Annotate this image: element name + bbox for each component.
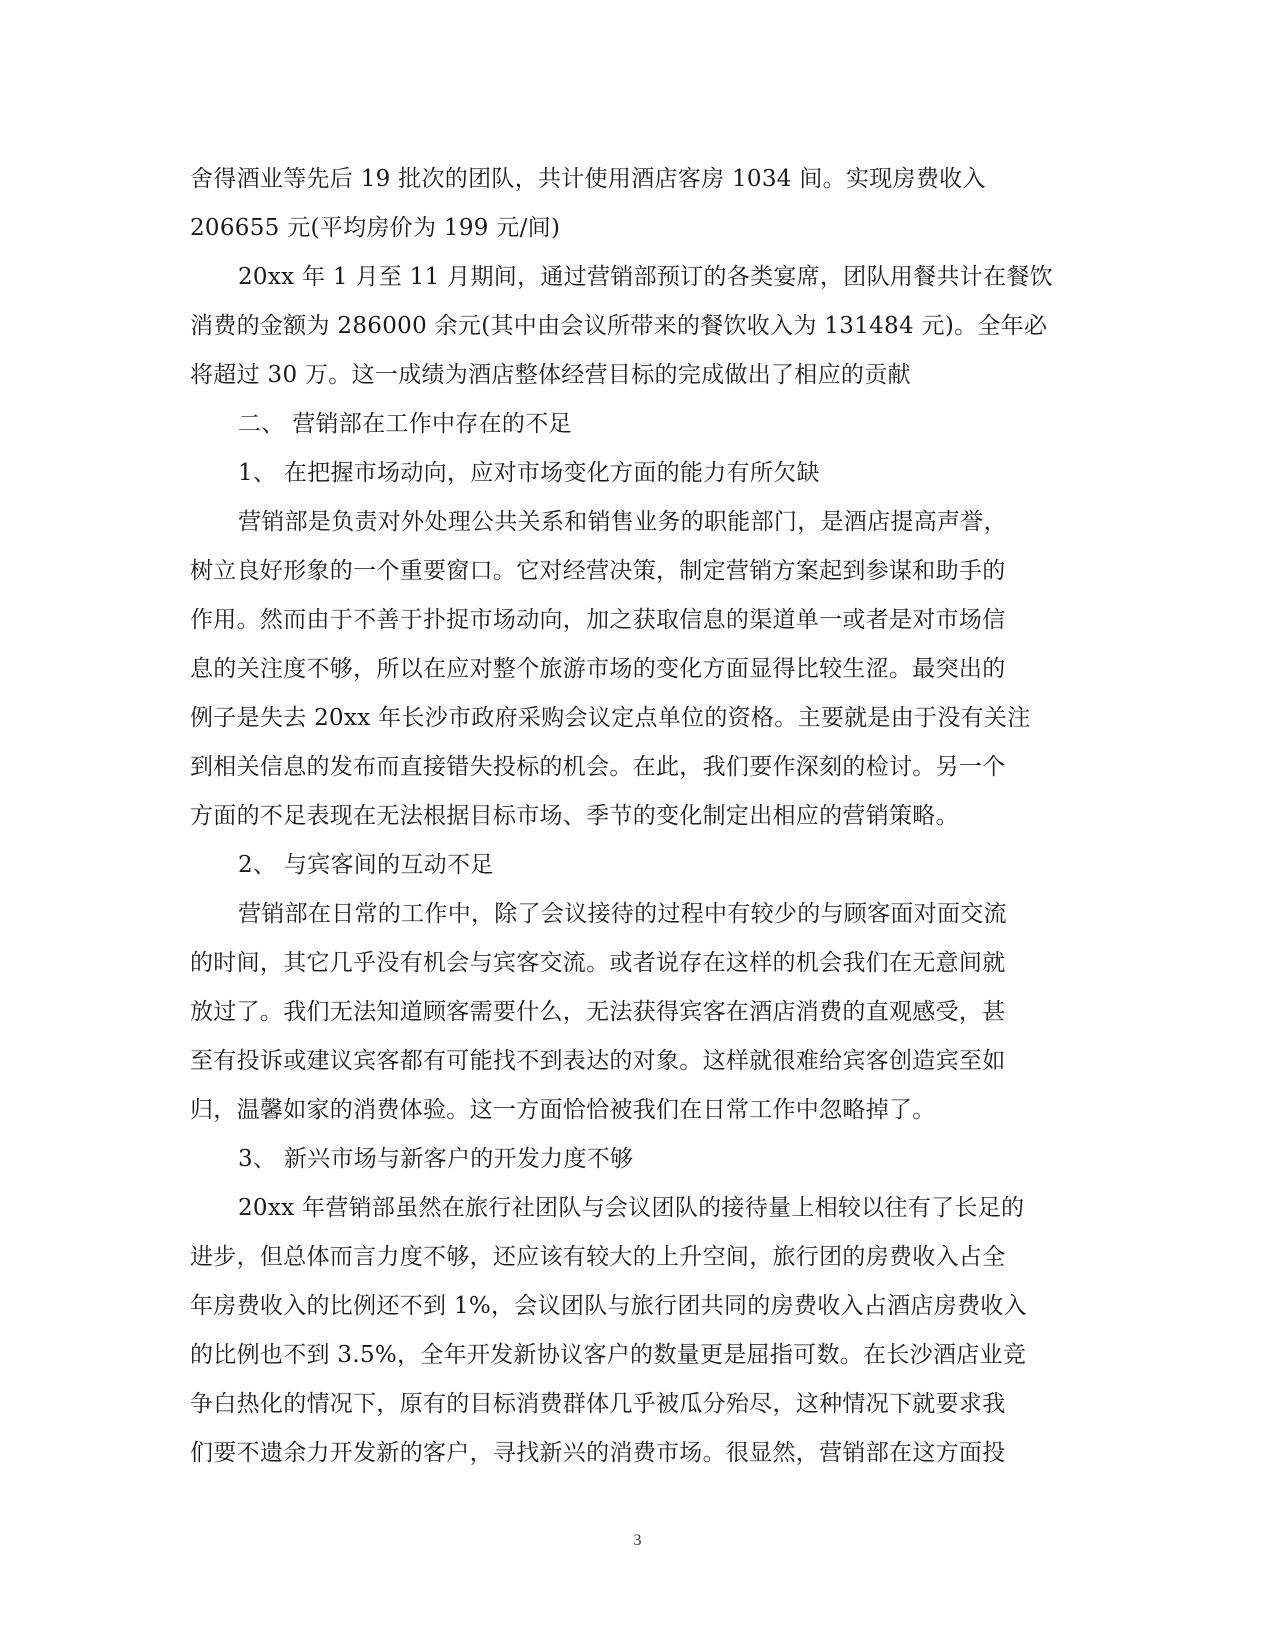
subsection-heading: 1、 在把握市场动向，应对市场变化方面的能力有所欠缺 (238, 460, 820, 486)
text-line: 方面的不足表现在无法根据目标市场、季节的变化制定出相应的营销策略。 (190, 803, 959, 829)
document-body (190, 155, 1080, 1478)
text-line: 息的关注度不够，所以在应对整个旅游市场的变化方面显得比较生涩。最突出的 (190, 656, 1006, 682)
text-line: 放过了。我们无法知道顾客需要什么，无法获得宾客在酒店消费的直观感受，甚 (190, 999, 1006, 1025)
text-line: 归，温馨如家的消费体验。这一方面恰恰被我们在日常工作中忽略掉了。 (190, 1097, 936, 1123)
section-heading: 二、 营销部在工作中存在的不足 (238, 411, 572, 437)
text-line: 消费的金额为 286000 余元(其中由会议所带来的餐饮收入为 131484 元)。全年必 (190, 313, 1048, 339)
text-line: 树立良好形象的一个重要窗口。它对经营决策，制定营销方案起到参谋和助手的 (190, 558, 1006, 584)
paragraph-start-line: 营销部在日常的工作中，除了会议接待的过程中有较少的与顾客面对面交流 (238, 901, 1007, 927)
paragraph-start-line: 营销部是负责对外处理公共关系和销售业务的职能部门，是酒店提高声誉， (238, 509, 1007, 535)
text-line: 年房费收入的比例还不到 1%，会议团队与旅行团共同的房费收入占酒店房费收入 (190, 1293, 1027, 1319)
text-line: 至有投诉或建议宾客都有可能找不到表达的对象。这样就很难给宾客创造宾至如 (190, 1048, 1006, 1074)
text-line: 争白热化的情况下，原有的目标消费群体几乎被瓜分殆尽，这种情况下就要求我 (190, 1391, 1006, 1417)
text-line: 206655 元(平均房价为 199 元/间) (190, 215, 561, 241)
text-line: 作用。然而由于不善于扑捉市场动向，加之获取信息的渠道单一或者是对市场信 (190, 607, 1006, 633)
paragraph-start-line: 20xx 年 1 月至 11 月期间，通过营销部预订的各类宴席，团队用餐共计在餐饮 (238, 264, 1053, 290)
text-line: 进步，但总体而言力度不够，还应该有较大的上升空间，旅行团的房费收入占全 (190, 1244, 1006, 1270)
text-line: 舍得酒业等先后 19 批次的团队，共计使用酒店客房 1034 间。实现房费收入 (190, 166, 986, 192)
text-line: 将超过 30 万。这一成绩为酒店整体经营目标的完成做出了相应的贡献 (190, 362, 911, 388)
page-number: 3 (633, 1532, 642, 1549)
paragraph-start-line: 20xx 年营销部虽然在旅行社团队与会议团队的接待量上相较以往有了长足的 (238, 1195, 1025, 1221)
text-line: 例子是失去 20xx 年长沙市政府采购会议定点单位的资格。主要就是由于没有关注 (190, 705, 1031, 731)
text-line: 们要不遗余力开发新的客户，寻找新兴的消费市场。很显然，营销部在这方面投 (190, 1440, 1006, 1466)
text-line: 的时间，其它几乎没有机会与宾客交流。或者说存在这样的机会我们在无意间就 (190, 950, 1006, 976)
subsection-heading: 2、 与宾客间的互动不足 (238, 852, 494, 878)
text-line: 的比例也不到 3.5%，全年开发新协议客户的数量更是屈指可数。在长沙酒店业竞 (190, 1342, 1027, 1368)
text-line: 到相关信息的发布而直接错失投标的机会。在此，我们要作深刻的检讨。另一个 (190, 754, 1006, 780)
subsection-heading: 3、 新兴市场与新客户的开发力度不够 (238, 1146, 634, 1172)
